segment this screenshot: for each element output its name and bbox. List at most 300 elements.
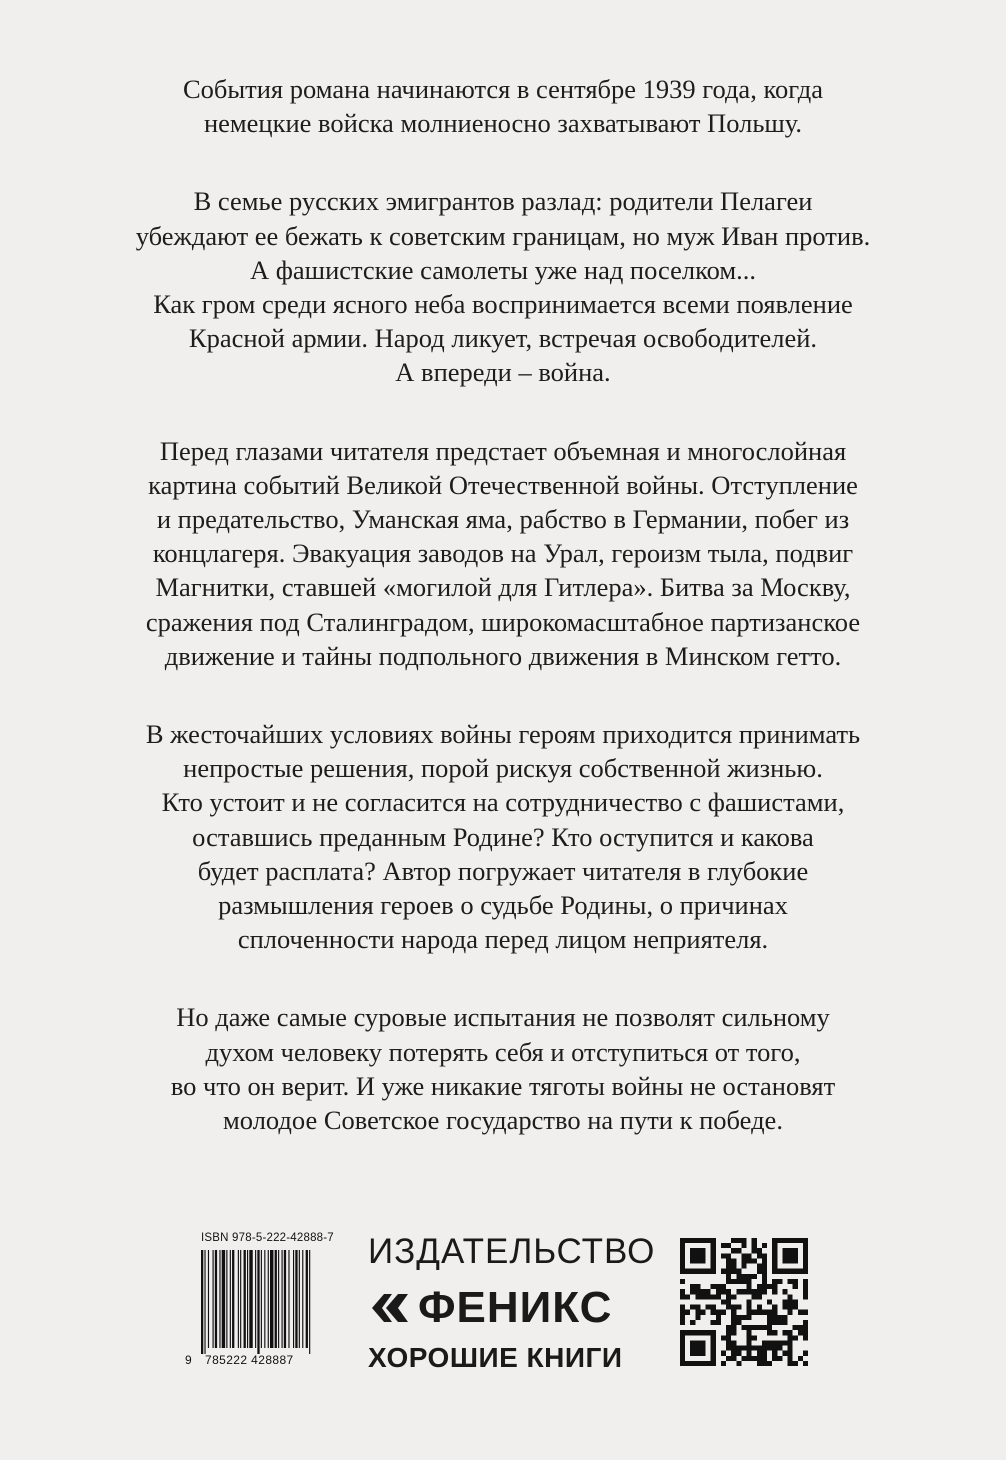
qr-module xyxy=(762,1269,767,1274)
qr-module xyxy=(752,1335,757,1340)
qr-module xyxy=(757,1294,762,1299)
publisher-label: ИЗДАТЕЛЬСТВО xyxy=(368,1232,656,1271)
qr-module xyxy=(752,1238,757,1243)
qr-module xyxy=(706,1305,711,1310)
barcode-bar xyxy=(284,1250,286,1348)
qr-module xyxy=(747,1299,752,1304)
barcode-first-digit: 9 xyxy=(185,1353,192,1367)
qr-module xyxy=(690,1340,705,1355)
barcode-bar xyxy=(288,1250,289,1348)
description-paragraph xyxy=(60,434,946,673)
qr-module xyxy=(680,1294,685,1299)
qr-module xyxy=(803,1310,808,1315)
description-line: сражения под Сталинградом, широкомасштабное партизанское xyxy=(145,606,861,637)
qr-module xyxy=(757,1325,762,1330)
qr-module xyxy=(680,1289,685,1294)
qr-module xyxy=(752,1294,757,1299)
barcode-bar xyxy=(278,1250,279,1348)
qr-module xyxy=(803,1361,808,1366)
qr-module xyxy=(726,1305,731,1310)
qr-module xyxy=(762,1253,767,1258)
qr-module xyxy=(788,1305,793,1310)
qr-module xyxy=(747,1289,752,1294)
qr-module xyxy=(762,1243,767,1248)
qr-module xyxy=(680,1330,685,1366)
qr-module xyxy=(747,1305,752,1310)
barcode-bar xyxy=(249,1250,252,1348)
description-line: движение и тайны подпольного движения в Минском гетто. xyxy=(164,640,842,671)
publisher-slogan: ХОРОШИЕ КНИГИ xyxy=(368,1342,623,1373)
qr-module xyxy=(782,1340,787,1345)
book-description xyxy=(60,72,946,1181)
qr-module xyxy=(731,1310,736,1315)
qr-module xyxy=(726,1330,731,1335)
qr-module xyxy=(741,1279,746,1284)
qr-module xyxy=(752,1258,757,1263)
qr-module xyxy=(726,1253,731,1258)
barcode-bar xyxy=(238,1250,239,1348)
qr-module xyxy=(798,1310,803,1315)
qr-module xyxy=(757,1289,762,1294)
isbn-barcode xyxy=(185,1232,345,1370)
qr-module xyxy=(711,1310,716,1315)
barcode-bar xyxy=(215,1250,217,1348)
qr-module xyxy=(788,1351,793,1356)
qr-module xyxy=(777,1315,782,1320)
qr-module xyxy=(767,1284,772,1289)
qr-module xyxy=(747,1310,752,1315)
qr-module xyxy=(762,1289,767,1294)
qr-module xyxy=(757,1361,762,1366)
qr-module xyxy=(731,1258,736,1263)
qr-module xyxy=(767,1299,772,1304)
qr-module xyxy=(782,1305,787,1310)
qr-module xyxy=(731,1238,736,1243)
qr-module xyxy=(736,1305,741,1310)
qr-module xyxy=(767,1340,772,1345)
qr-code-icon xyxy=(680,1238,808,1366)
barcode-bar xyxy=(240,1250,241,1348)
qr-module xyxy=(793,1305,798,1310)
description-line: концлагеря. Эвакуация заводов на Урал, героизм тыла, подвиг xyxy=(152,538,854,569)
qr-module xyxy=(700,1294,705,1299)
qr-module xyxy=(690,1248,705,1263)
qr-module xyxy=(741,1264,746,1269)
qr-module xyxy=(726,1274,731,1279)
description-paragraph xyxy=(60,717,946,956)
qr-module xyxy=(741,1346,746,1351)
barcode-number: 785222 428887 xyxy=(205,1353,294,1367)
qr-module xyxy=(726,1356,731,1361)
qr-module xyxy=(736,1361,741,1366)
publisher-block xyxy=(368,1232,668,1374)
description-line: будет расплата? Автор погружает читателя в глубокие xyxy=(197,855,809,886)
qr-module xyxy=(680,1238,716,1243)
qr-module xyxy=(741,1238,746,1243)
barcode-bar xyxy=(268,1250,269,1348)
qr-module xyxy=(762,1340,767,1345)
qr-module xyxy=(695,1315,700,1320)
qr-module xyxy=(767,1320,772,1325)
qr-module xyxy=(782,1248,797,1263)
qr-module xyxy=(726,1340,731,1345)
qr-module xyxy=(772,1315,777,1320)
qr-module xyxy=(721,1269,726,1274)
qr-module xyxy=(762,1325,767,1330)
qr-module xyxy=(731,1315,736,1320)
qr-module xyxy=(711,1284,716,1289)
description-line: картина событий Великой Отечественной войны. Отступление xyxy=(148,469,858,500)
qr-module xyxy=(690,1284,695,1289)
description-line: Но даже самые суровые испытания не позволят сильному xyxy=(176,1002,830,1033)
qr-module xyxy=(736,1248,741,1253)
qr-module xyxy=(695,1310,700,1315)
qr-module xyxy=(747,1356,752,1361)
qr-module xyxy=(721,1299,726,1304)
qr-module xyxy=(762,1279,767,1284)
barcode-bar xyxy=(299,1250,300,1348)
barcode-bar xyxy=(302,1250,303,1348)
description-paragraph xyxy=(60,72,946,140)
qr-module xyxy=(731,1340,736,1345)
qr-module xyxy=(726,1289,731,1294)
qr-module xyxy=(731,1269,736,1274)
qr-module xyxy=(757,1269,762,1274)
qr-module xyxy=(793,1335,798,1340)
qr-module xyxy=(680,1305,685,1310)
qr-module xyxy=(736,1346,741,1351)
description-paragraph xyxy=(60,1000,946,1137)
qr-module xyxy=(747,1330,752,1335)
qr-module xyxy=(726,1243,731,1248)
description-line: А фашистские самолеты уже над поселком... xyxy=(249,254,757,285)
qr-module xyxy=(690,1305,695,1310)
qr-module xyxy=(772,1279,777,1284)
qr-module xyxy=(747,1325,752,1330)
barcode-bar xyxy=(222,1250,225,1348)
qr-module xyxy=(747,1340,752,1345)
qr-module xyxy=(782,1289,787,1294)
qr-module xyxy=(757,1253,762,1258)
description-line: непростые решения, порой рискуя собственной жизнью. xyxy=(183,753,823,784)
qr-module xyxy=(788,1330,793,1335)
qr-module xyxy=(747,1315,752,1320)
qr-module xyxy=(767,1310,772,1315)
qr-module xyxy=(716,1310,721,1315)
qr-module xyxy=(726,1264,731,1269)
description-line: оставшись преданным Родине? Кто оступится и какова xyxy=(192,821,814,852)
qr-module xyxy=(716,1320,721,1325)
qr-module xyxy=(803,1289,808,1294)
qr-module xyxy=(803,1279,808,1284)
qr-module xyxy=(772,1351,777,1356)
qr-module xyxy=(777,1279,782,1284)
qr-module xyxy=(803,1320,808,1325)
qr-module xyxy=(680,1320,685,1325)
qr-module xyxy=(690,1320,695,1325)
qr-module xyxy=(788,1310,793,1315)
qr-module xyxy=(726,1335,731,1340)
qr-module xyxy=(803,1294,808,1299)
barcode-bar xyxy=(247,1250,248,1348)
qr-module xyxy=(793,1299,798,1304)
qr-module xyxy=(731,1346,736,1351)
qr-module xyxy=(741,1315,746,1320)
qr-module xyxy=(793,1284,798,1289)
qr-module xyxy=(736,1269,741,1274)
description-line: убеждают ее бежать к советским границам, но муж Иван против. xyxy=(135,220,871,251)
qr-module xyxy=(721,1289,726,1294)
qr-module xyxy=(721,1335,726,1340)
qr-module xyxy=(772,1356,777,1361)
barcode-bar xyxy=(270,1250,273,1348)
qr-module xyxy=(772,1305,777,1310)
qr-module xyxy=(680,1310,685,1315)
qr-module xyxy=(798,1330,803,1335)
barcode-bar xyxy=(208,1250,209,1348)
qr-module xyxy=(752,1356,757,1361)
barcode-bar xyxy=(226,1250,227,1348)
qr-module xyxy=(711,1238,716,1274)
qr-module xyxy=(726,1258,731,1263)
qr-module xyxy=(777,1346,782,1351)
qr-module xyxy=(772,1269,808,1274)
qr-module xyxy=(788,1299,793,1304)
qr-module xyxy=(731,1356,736,1361)
barcode-bar xyxy=(309,1250,310,1354)
qr-module xyxy=(721,1351,726,1356)
qr-module xyxy=(716,1284,721,1289)
description-line: немецкие войска молниеносно захватывают Польшу. xyxy=(203,108,803,139)
qr-module xyxy=(700,1289,705,1294)
qr-module xyxy=(752,1346,757,1351)
description-line: и предательство, Уманская яма, рабство в Германии, побег из xyxy=(156,504,850,535)
qr-module xyxy=(731,1264,736,1269)
description-line: Как гром среди ясного неба воспринимается всеми появление xyxy=(153,289,853,320)
qr-module xyxy=(741,1325,746,1330)
qr-module xyxy=(731,1330,736,1335)
qr-module xyxy=(777,1340,782,1345)
description-line: размышления героев о судьбе Родины, о причинах xyxy=(218,890,788,921)
barcode-bar xyxy=(295,1250,297,1348)
qr-module xyxy=(767,1315,772,1320)
isbn-label: ISBN 978-5-222-42888-7 xyxy=(201,1232,334,1244)
barcode-bar xyxy=(204,1250,205,1354)
qr-module xyxy=(706,1294,711,1299)
qr-module xyxy=(736,1315,741,1320)
qr-module xyxy=(762,1258,767,1263)
qr-module xyxy=(803,1325,808,1330)
qr-module xyxy=(716,1315,721,1320)
description-line: Кто устоит и не согласится на сотрудничество с фашистами, xyxy=(161,787,845,818)
qr-module xyxy=(731,1305,736,1310)
qr-module xyxy=(731,1320,736,1325)
qr-module xyxy=(788,1279,793,1284)
qr-module xyxy=(680,1269,716,1274)
qr-module xyxy=(726,1279,731,1284)
qr-module xyxy=(788,1340,793,1345)
qr-module xyxy=(782,1320,787,1325)
qr-module xyxy=(782,1299,787,1304)
qr-module xyxy=(685,1310,690,1315)
qr-module xyxy=(726,1299,731,1304)
barcode-bar xyxy=(213,1250,214,1348)
qr-module xyxy=(695,1305,700,1310)
description-line: А впереди – война. xyxy=(395,357,611,388)
qr-module xyxy=(772,1310,777,1315)
qr-module xyxy=(731,1248,736,1253)
barcode-bar xyxy=(219,1250,220,1348)
barcode-bars xyxy=(201,1250,346,1354)
qr-module xyxy=(752,1289,757,1294)
qr-module xyxy=(793,1279,798,1284)
qr-module xyxy=(788,1335,793,1340)
barcode-bar xyxy=(255,1250,256,1348)
qr-module xyxy=(736,1320,741,1325)
qr-module xyxy=(772,1284,777,1289)
description-paragraph xyxy=(60,184,946,389)
qr-module xyxy=(762,1274,767,1279)
qr-module xyxy=(793,1325,798,1330)
qr-module xyxy=(736,1279,741,1284)
barcode-bar xyxy=(282,1250,283,1348)
description-line: во что он верит. И уже никакие тяготы войны не остановят xyxy=(170,1070,836,1101)
qr-module xyxy=(747,1284,752,1289)
qr-module xyxy=(803,1335,808,1340)
qr-module xyxy=(762,1351,767,1356)
qr-module xyxy=(788,1346,793,1351)
description-line: духом человеку потерять себя и отступиться от того, xyxy=(205,1036,801,1067)
qr-module xyxy=(726,1346,731,1351)
qr-module xyxy=(757,1284,762,1289)
barcode-bar xyxy=(230,1250,231,1348)
qr-module xyxy=(741,1289,746,1294)
qr-module xyxy=(741,1356,746,1361)
qr-module xyxy=(736,1238,741,1243)
qr-module xyxy=(721,1243,726,1248)
qr-module xyxy=(721,1253,726,1258)
qr-module xyxy=(721,1310,726,1315)
qr-module xyxy=(747,1335,752,1340)
qr-module xyxy=(747,1346,752,1351)
qr-module xyxy=(772,1340,777,1345)
description-line: Красной армии. Народ ликует, встречая освободителей. xyxy=(188,323,818,354)
qr-module xyxy=(782,1315,787,1320)
qr-module xyxy=(772,1320,777,1325)
qr-module xyxy=(757,1264,762,1269)
qr-module xyxy=(757,1351,762,1356)
qr-module xyxy=(762,1346,767,1351)
qr-module xyxy=(680,1361,716,1366)
barcode-bar xyxy=(232,1250,234,1348)
description-line: сплоченности народа перед лицом неприятеля. xyxy=(237,924,769,955)
qr-module xyxy=(767,1346,772,1351)
description-line: молодое Советское государство на пути к победе. xyxy=(223,1105,783,1136)
qr-module xyxy=(803,1330,808,1335)
qr-module xyxy=(762,1264,767,1269)
qr-module xyxy=(711,1320,716,1325)
qr-module xyxy=(747,1279,752,1284)
qr-module xyxy=(731,1294,736,1299)
qr-module xyxy=(680,1279,685,1284)
qr-module xyxy=(803,1238,808,1274)
qr-module xyxy=(726,1325,731,1330)
qr-module xyxy=(788,1294,793,1299)
qr-module xyxy=(695,1289,700,1294)
qr-module xyxy=(716,1294,721,1299)
description-line: В семье русских эмигрантов разлад: родители Пелагеи xyxy=(193,186,813,217)
qr-module xyxy=(772,1238,777,1274)
description-line: В жесточайших условиях войны героям приходится принимать xyxy=(145,719,861,750)
qr-module xyxy=(752,1274,757,1279)
qr-module xyxy=(762,1310,767,1315)
qr-module xyxy=(731,1279,736,1284)
qr-module xyxy=(731,1325,736,1330)
barcode-bar xyxy=(257,1250,259,1354)
qr-module xyxy=(777,1356,782,1361)
qr-module xyxy=(706,1289,711,1294)
qr-module xyxy=(747,1258,752,1263)
qr-module xyxy=(752,1243,757,1248)
qr-module xyxy=(767,1361,772,1366)
barcode-bar xyxy=(293,1250,294,1348)
qr-module xyxy=(747,1351,752,1356)
barcode-bar xyxy=(201,1250,203,1354)
qr-module xyxy=(680,1315,685,1320)
qr-module xyxy=(757,1310,762,1315)
phoenix-logo-icon xyxy=(368,1286,412,1330)
qr-module xyxy=(757,1356,762,1361)
qr-module xyxy=(752,1248,757,1253)
qr-module xyxy=(772,1289,777,1294)
publisher-brand xyxy=(368,1282,668,1334)
qr-module xyxy=(731,1351,736,1356)
qr-module xyxy=(741,1274,746,1279)
qr-module xyxy=(736,1274,741,1279)
qr-module xyxy=(762,1356,767,1361)
qr-module xyxy=(777,1320,782,1325)
qr-module xyxy=(762,1284,767,1289)
qr-module xyxy=(798,1356,803,1361)
qr-module xyxy=(793,1361,798,1366)
qr-module xyxy=(741,1243,746,1248)
qr-module xyxy=(803,1284,808,1289)
qr-module xyxy=(782,1351,787,1356)
qr-module xyxy=(747,1253,752,1258)
qr-module xyxy=(757,1346,762,1351)
publisher-name: ФЕНИКС xyxy=(418,1283,613,1332)
qr-module xyxy=(767,1330,772,1335)
qr-module xyxy=(757,1248,762,1253)
qr-module xyxy=(741,1253,746,1258)
barcode-bar xyxy=(264,1250,265,1348)
qr-module xyxy=(726,1294,731,1299)
qr-module xyxy=(798,1325,803,1330)
qr-module xyxy=(762,1361,767,1366)
qr-module xyxy=(741,1258,746,1263)
barcode-bar xyxy=(275,1250,277,1348)
qr-module xyxy=(772,1330,777,1335)
qr-module xyxy=(788,1361,793,1366)
qr-module xyxy=(726,1269,731,1274)
qr-module xyxy=(695,1284,700,1289)
qr-module xyxy=(772,1346,777,1351)
qr-module xyxy=(772,1238,808,1243)
qr-module xyxy=(788,1356,793,1361)
qr-module xyxy=(695,1294,700,1299)
qr-module xyxy=(757,1305,762,1310)
qr-module xyxy=(736,1351,741,1356)
